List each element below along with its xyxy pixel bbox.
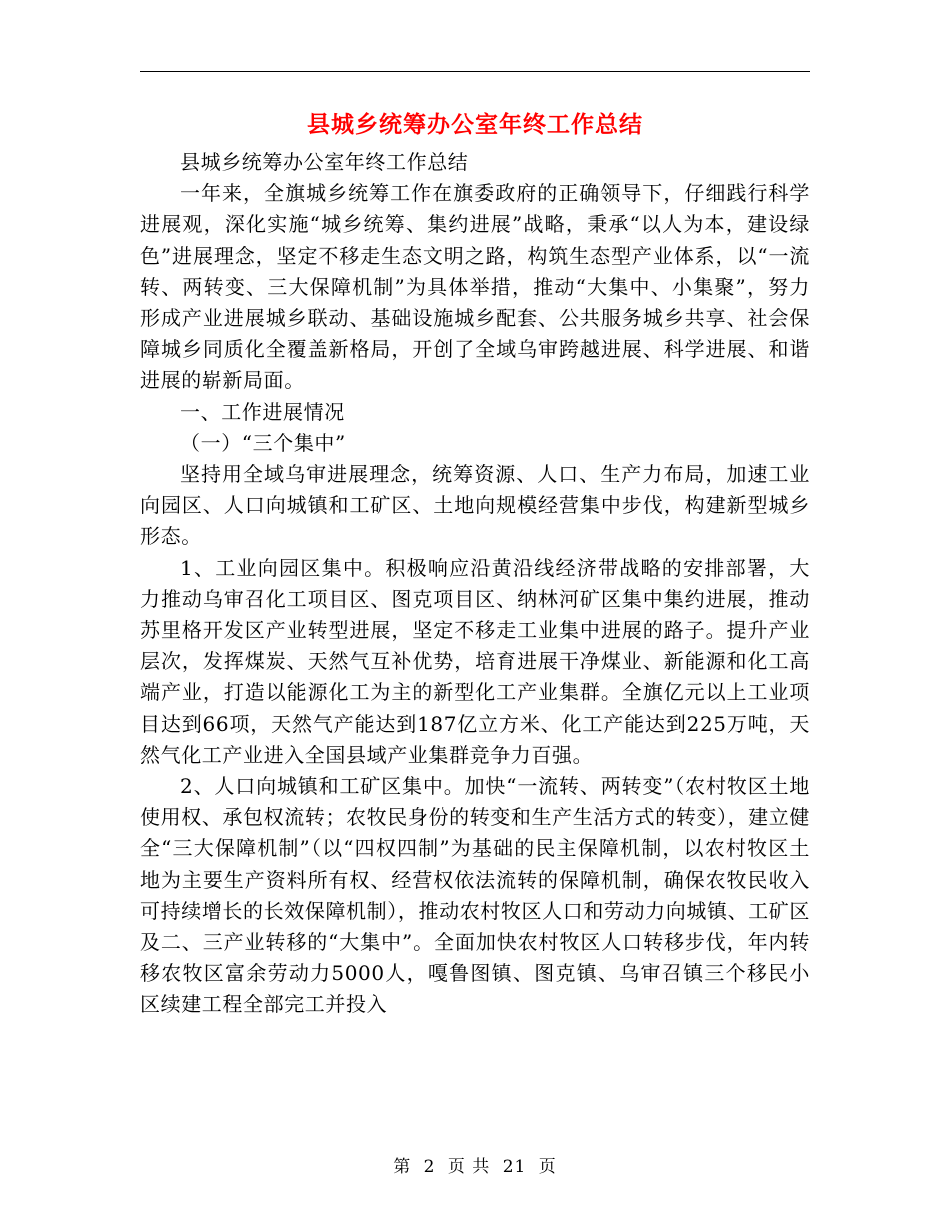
subtitle-paragraph: 县城乡统筹办公室年终工作总结 [180, 150, 469, 174]
section-heading: 一、工作进展情况 [180, 399, 345, 424]
body-paragraph: 坚持用全域乌审进展理念，统筹资源、人口、生产力布局，加速工业向园区、人口向城镇和工矿区、土地向规模经营集中步伐，构建新型城乡形态。 [140, 462, 810, 549]
subsection-heading: （一）“三个集中” [180, 430, 346, 455]
document-body [140, 147, 810, 1021]
body-paragraph: 2、人口向城镇和工矿区集中。加快“一流转、两转变”（农村牧区土地使用权、承包权流转；农牧民身份的转变和生产生活方式的转变），建立健全“三大保障机制”（以“四权四制”为基础的民主保障机制，以农村牧区土地为主要生产资料所有权、经营权依法流转的保障机制，确保农牧民收入可持续增长的长效保障机制），推动农村牧区人口和劳动力向城镇、工矿区及二、三产业转移的“大集中”。全面加快农村牧区人口转移步伐，年内转移农牧区富余劳动力5000人，嘎鲁图镇、图克镇、乌审召镇三个移民小区续建工程全部完工并投入 [140, 774, 810, 1017]
page-label-suffix: 页 [538, 1157, 557, 1177]
body-paragraph: 1、工业向园区集中。积极响应沿黄沿线经济带战略的安排部署，大力推动乌审召化工项目区、图克项目区、纳林河矿区集中集约进展，推动苏里格开发区产业转型进展，坚定不移走工业集中进展的路子。提升产业层次，发挥煤炭、天然气互补优势，培育进展干净煤业、新能源和化工高端产业，打造以能源化工为主的新型化工产业集群。全旗亿元以上工业项目达到66项，天然气产能达到187亿立方米、化工产能达到225万吨，天然气化工产业进入全国县域产业集群竞争力百强。 [140, 555, 810, 767]
document-title: 县城乡统筹办公室年终工作总结 [307, 111, 643, 138]
intro-paragraph: 一年来，全旗城乡统筹工作在旗委政府的正确领导下，仔细践行科学进展观，深化实施“城乡统筹、集约进展”战略，秉承“以人为本，建设绿色”进展理念，坚定不移走生态文明之路，构筑生态型产业体系，以“一流转、两转变、三大保障机制”为具体举措，推动“大集中、小集聚”，努力形成产业进展城乡联动、基础设施城乡配套、公共服务城乡共享、社会保障城乡同质化全覆盖新格局，开创了全域乌审跨越进展、科学进展、和谐进展的崭新局面。 [140, 181, 810, 393]
page-footer [0, 1152, 950, 1177]
page-total: 21 [502, 1157, 527, 1177]
page-number: 2 [423, 1157, 436, 1177]
header-rule [140, 71, 810, 72]
page-label-prefix: 第 [393, 1157, 412, 1177]
page-label-mid: 页 共 [447, 1157, 491, 1177]
